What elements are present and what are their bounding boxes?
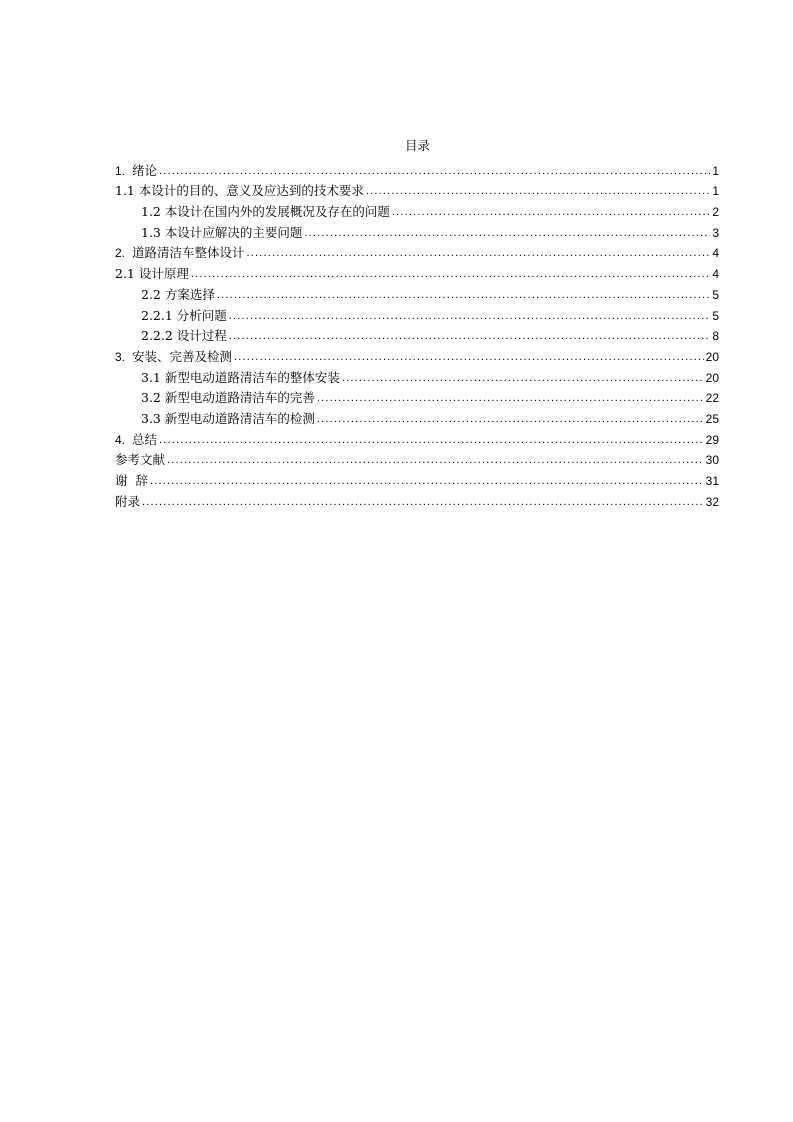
- toc-entry-label: 4. 总结: [115, 431, 158, 447]
- toc-leader-dots: [217, 287, 710, 303]
- toc-entry-label: 谢 辞: [115, 473, 148, 488]
- toc-entry-label: 3.2 新型电动道路清洁车的完善: [141, 390, 315, 406]
- toc-entry[interactable]: [115, 386, 719, 407]
- toc-entry-number: 1.: [115, 163, 126, 178]
- toc-entry-page: 5: [712, 308, 719, 323]
- toc-entry[interactable]: [115, 199, 719, 220]
- toc-leader-dots: [366, 183, 710, 199]
- toc-entry[interactable]: [115, 220, 719, 241]
- toc-entry[interactable]: [115, 324, 719, 345]
- toc-leader-dots: [229, 328, 711, 344]
- toc-entry-label: 3.3 新型电动道路清洁车的检测: [141, 410, 315, 426]
- toc-entry-page: 25: [705, 411, 719, 426]
- toc-entry[interactable]: [115, 427, 719, 448]
- toc-title: 目录: [404, 138, 430, 153]
- toc-leader-dots: [150, 473, 704, 489]
- toc-entry-label: 附录: [115, 493, 141, 509]
- toc-entry[interactable]: [115, 468, 719, 489]
- toc-entry-page: 5: [712, 287, 719, 302]
- toc-entry-number: 4.: [115, 432, 126, 447]
- toc-leader-dots: [191, 266, 710, 282]
- toc-entry-page: 20: [705, 370, 719, 385]
- toc-entry-label: 2.2 方案选择: [141, 286, 215, 302]
- toc-entry[interactable]: [115, 365, 719, 386]
- toc-entry-page: 1: [712, 184, 719, 199]
- toc-leader-dots: [159, 432, 704, 448]
- toc-entry-page: 4: [712, 267, 719, 282]
- toc-leader-dots: [229, 308, 711, 324]
- toc-entry[interactable]: [115, 448, 719, 469]
- toc-entry-number: 2.: [115, 246, 126, 261]
- toc-entry-page: 3: [712, 225, 719, 240]
- toc-leader-dots: [317, 390, 704, 406]
- toc-entry-label: 1.1 本设计的目的、意义及应达到的技术要求: [115, 183, 364, 199]
- toc-entry-label: 1.3 本设计应解决的主要问题: [141, 224, 303, 240]
- toc-entry-label: 2.2.1 分析问题: [141, 307, 227, 323]
- toc-entry-label: 参考文献: [115, 452, 166, 468]
- toc-entry-label: 1. 绪论: [115, 162, 158, 178]
- toc-entry-page: 22: [705, 391, 719, 406]
- toc-leader-dots: [317, 411, 704, 427]
- toc-entry-page: 2: [712, 205, 719, 220]
- toc-entry-label: 2.2.2 设计过程: [141, 328, 227, 344]
- toc-entry-label: 2.1 设计原理: [115, 266, 189, 282]
- toc-leader-dots: [392, 204, 710, 220]
- toc-entry-page: 29: [705, 432, 719, 447]
- table-of-contents: [115, 158, 719, 510]
- toc-entry[interactable]: [115, 303, 719, 324]
- toc-entry[interactable]: [115, 489, 719, 510]
- toc-leader-dots: [234, 349, 704, 365]
- toc-leader-dots: [167, 452, 704, 468]
- toc-entry[interactable]: [115, 158, 719, 179]
- toc-entry-label: 3. 安装、完善及检测: [115, 348, 233, 364]
- toc-leader-dots: [142, 494, 704, 510]
- toc-leader-dots: [247, 245, 711, 261]
- toc-leader-dots: [304, 225, 710, 241]
- toc-entry-label: 2. 道路清洁车整体设计: [115, 245, 245, 261]
- toc-entry[interactable]: [115, 282, 719, 303]
- toc-entry-page: 1: [712, 163, 719, 178]
- toc-entry-page: 32: [705, 494, 719, 509]
- toc-entry-page: 20: [705, 349, 719, 364]
- toc-entry[interactable]: [115, 241, 719, 262]
- toc-entry-number: 3.: [115, 349, 126, 364]
- toc-entry-label: 3.1 新型电动道路清洁车的整体安装: [141, 369, 340, 385]
- toc-entry-page: 30: [705, 453, 719, 468]
- toc-entry-page: 8: [712, 329, 719, 344]
- toc-entry-label: 1.2 本设计在国内外的发展概况及存在的问题: [141, 204, 390, 220]
- toc-entry[interactable]: [115, 344, 719, 365]
- toc-leader-dots: [159, 163, 710, 179]
- toc-entry[interactable]: [115, 406, 719, 427]
- toc-entry-page: 4: [712, 246, 719, 261]
- toc-entry[interactable]: [115, 179, 719, 200]
- toc-entry-page: 31: [705, 474, 719, 488]
- toc-entry[interactable]: [115, 261, 719, 282]
- toc-leader-dots: [342, 370, 704, 386]
